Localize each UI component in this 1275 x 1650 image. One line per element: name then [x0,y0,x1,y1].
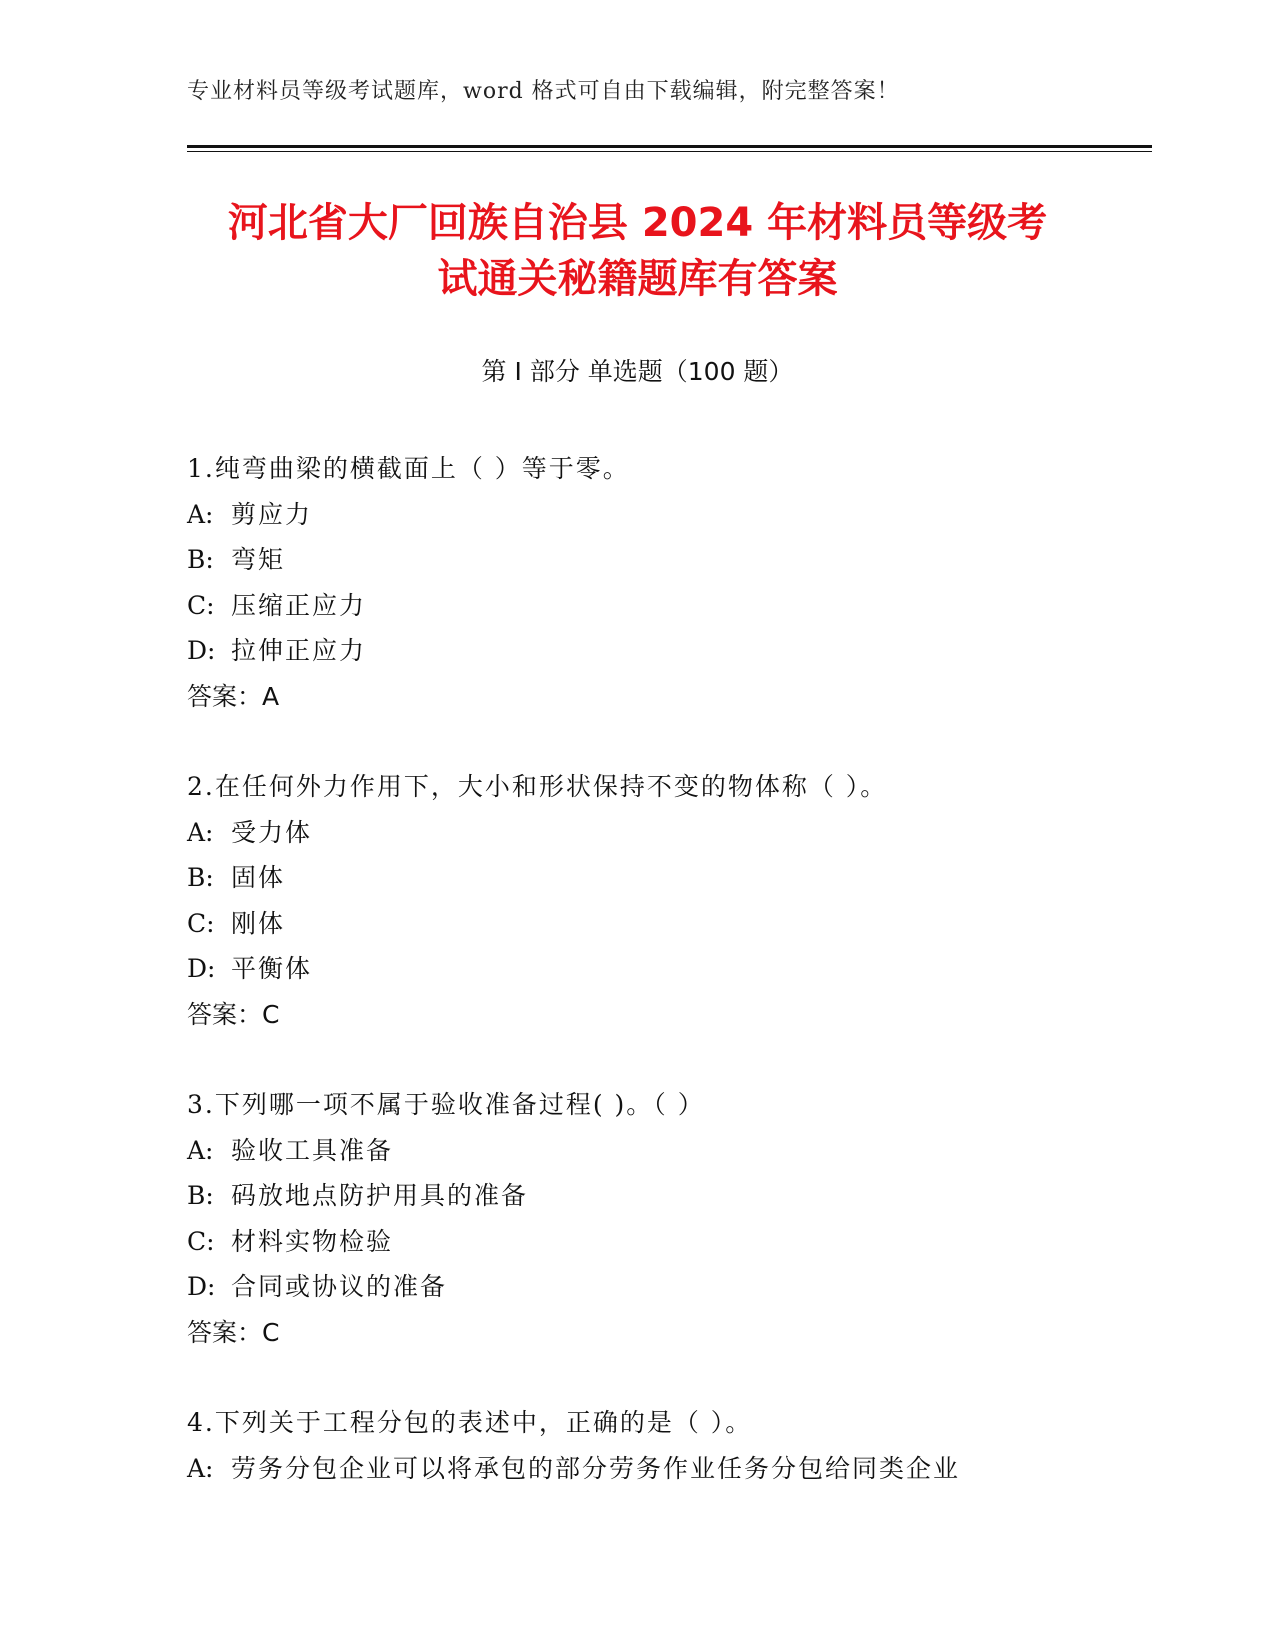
option-text: 剪应力 [231,499,313,529]
question-stem: 2.在任何外力作用下，大小和形状保持不变的物体称（ ）。 [187,772,888,801]
option-key: D: [187,636,216,665]
option-text: 劳务分包企业可以将承包的部分劳务作业任务分包给同类企业 [231,1453,961,1483]
header-note: 专业材料员等级考试题库，word 格式可自由下载编辑，附完整答案！ [187,79,900,104]
option-text: 合同或协议的准备 [231,1272,448,1301]
option-a [187,492,1127,538]
question-stem: 1.纯弯曲梁的横截面上（ ）等于零。 [187,454,630,483]
option-b [187,1173,1127,1219]
question-3 [187,1082,1127,1355]
option-text: 码放地点防护用具的准备 [231,1181,529,1210]
document-title [150,195,1125,307]
option-key: C: [187,1226,215,1256]
option-key: B: [187,863,214,892]
option-key: B: [187,545,214,574]
option-key: A: [187,1453,214,1483]
option-d [187,1264,1127,1310]
document-title-line-2: 试通关秘籍题库有答案 [437,256,838,302]
question-1 [187,446,1127,719]
answer-line: 答案：C [187,999,280,1029]
header-rule-thin [187,151,1152,152]
question-spacer [187,1355,1127,1400]
question-stem: 4.下列关于工程分包的表述中，正确的是（ ）。 [187,1408,753,1437]
question-4 [187,1400,1127,1491]
option-text: 平衡体 [231,954,313,983]
option-c [187,901,1127,947]
option-a [187,810,1127,856]
option-text: 刚体 [231,908,286,938]
option-key: C: [187,590,215,620]
option-text: 验收工具准备 [231,1135,394,1165]
option-c [187,583,1127,629]
option-text: 弯矩 [231,545,286,574]
option-key: A: [187,499,214,529]
option-text: 拉伸正应力 [231,636,367,665]
option-key: B: [187,1181,214,1210]
option-a [187,1446,1127,1492]
question-2 [187,764,1127,1037]
option-c [187,1219,1127,1265]
option-b [187,537,1127,583]
question-stem: 3.下列哪一项不属于验收准备过程( )。（ ） [187,1090,705,1119]
header-rule-thick [187,145,1152,148]
question-spacer [187,719,1127,764]
question-list [187,446,1127,1491]
answer-line: 答案：A [187,681,280,711]
option-text: 压缩正应力 [231,590,367,620]
option-key: A: [187,1135,214,1165]
option-d [187,946,1127,992]
document-title-line-1: 河北省大厂回族自治县 2024 年材料员等级考 [227,200,1048,246]
question-spacer [187,1037,1127,1082]
option-text: 固体 [231,863,286,892]
option-key: D: [187,1272,216,1301]
option-d [187,628,1127,674]
option-key: D: [187,954,216,983]
option-a [187,1128,1127,1174]
option-key: A: [187,817,214,847]
option-b [187,855,1127,901]
option-text: 材料实物检验 [231,1226,394,1256]
option-text: 受力体 [231,817,313,847]
option-key: C: [187,908,215,938]
section-title: 第 I 部分 单选题（100 题） [481,357,794,386]
answer-line: 答案：C [187,1317,280,1347]
